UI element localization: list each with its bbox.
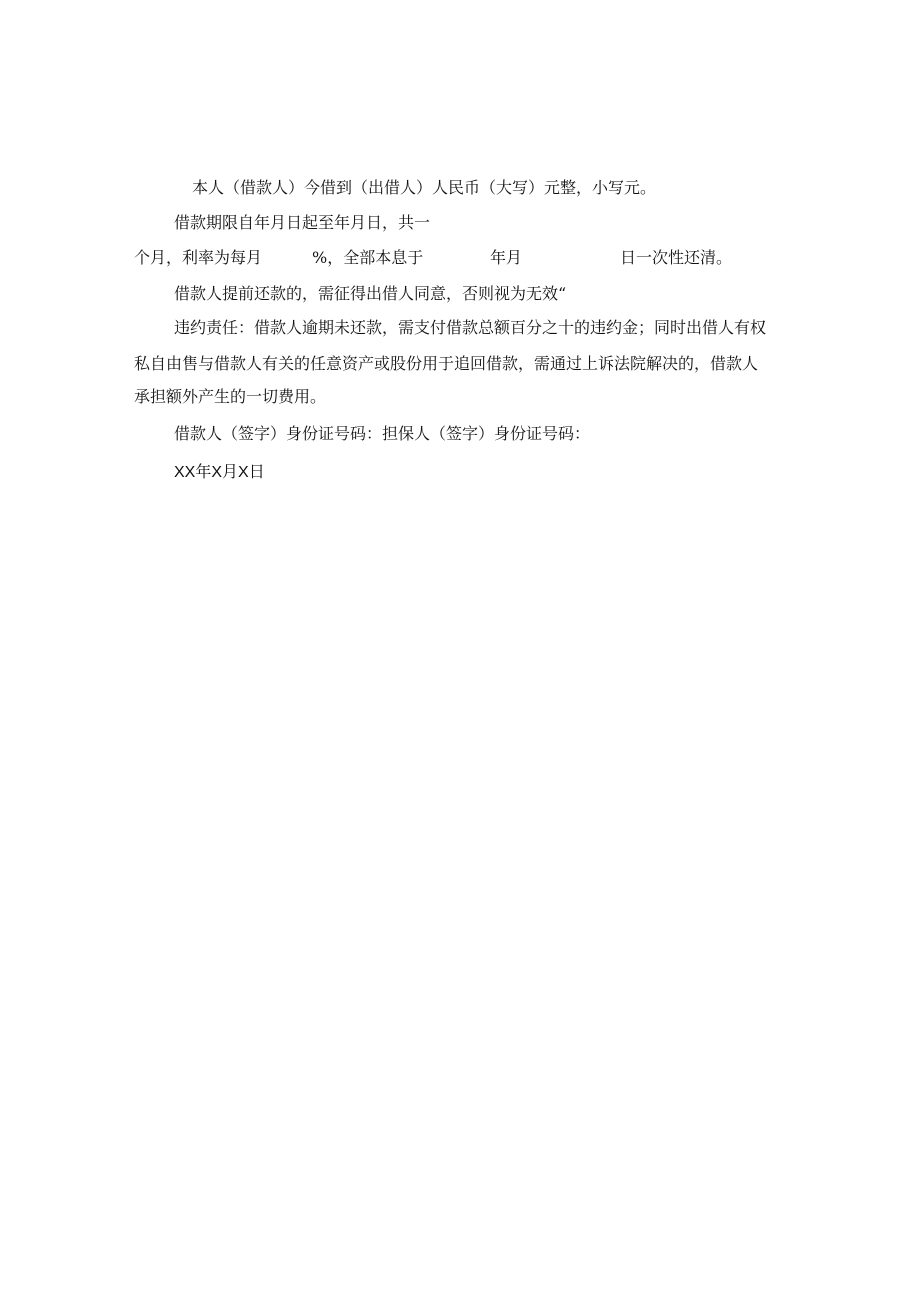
date-line: XX年X月X日	[174, 464, 265, 481]
repayment-day: 日一次性还清。	[620, 248, 733, 267]
interest-repayment-line	[0, 248, 920, 268]
penalty-clause-line-2: 私自由售与借款人有关的任意资产或股份用于追回借款，需通过上诉法院解决的，借款人	[134, 354, 759, 373]
early-repayment-clause: 借款人提前还款的，需征得出借人同意，否则视为无效“	[174, 284, 567, 303]
interest-rate-label: 个月，利率为每月	[134, 248, 263, 267]
loan-period: 借款期限自年月日起至年月日，共一	[174, 213, 431, 232]
principal-interest-label: %，全部本息于	[312, 248, 424, 267]
signature-line: 借款人（签字）身份证号码：担保人（签字）身份证号码：	[174, 424, 591, 443]
penalty-clause-line-3: 承担额外产生的一切费用。	[134, 387, 327, 406]
repayment-year-month: 年月	[490, 248, 523, 267]
penalty-clause-line-1: 违约责任：借款人逾期未还款，需支付借款总额百分之十的违约金；同时出借人有权	[174, 318, 767, 337]
loan-statement: 本人（借款人）今借到（出借人）人民币（大写）元整，小写元。	[192, 178, 657, 197]
